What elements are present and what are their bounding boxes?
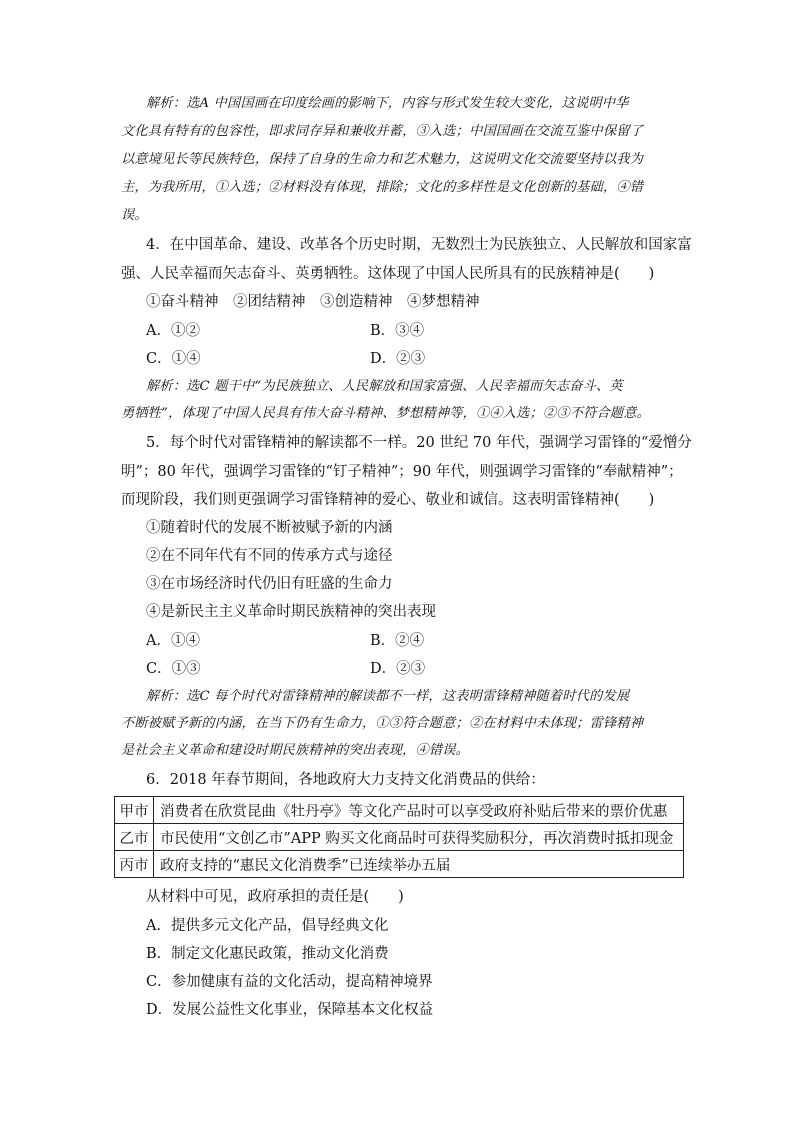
- analysis-3-line-3: 以意境见长等民族特色，保持了自身的生命力和艺术魅力，这说明文化交流要坚持以我为: [121, 152, 644, 167]
- question-4-option-d[interactable]: D．②③: [370, 351, 426, 367]
- question-5-item-4: ④是新民主主义革命时期民族精神的突出表现: [146, 604, 436, 620]
- analysis-3-line-5: 误。: [121, 208, 148, 223]
- question-6-prompt: 从材料中可见，政府承担的责任是( ): [146, 889, 404, 905]
- question-4-stem-line-2: 强、人民幸福而矢志奋斗、英勇牺牲。这体现了中国人民所具有的民族精神是( ): [121, 266, 655, 282]
- question-6-option-c[interactable]: C．参加健康有益的文化活动，提高精神境界: [146, 974, 433, 990]
- table-cell-text: 消费者在欣赏昆曲《牡丹亭》等文化产品时可以享受政府补贴后带来的票价优惠: [154, 797, 684, 824]
- question-5-item-3: ③在市场经济时代仍旧有旺盛的生命力: [146, 576, 393, 592]
- material-table: [114, 796, 684, 878]
- analysis-4-line-2: 勇牺牲”，体现了中国人民具有伟大奋斗精神、梦想精神等，①④入选；②③不符合题意。: [121, 406, 651, 421]
- analysis-3-line-4: 主，为我所用，①入选；②材料没有体现，排除；文化的多样性是文化创新的基础，④错: [121, 180, 644, 195]
- analysis-3-line-1: 解析：选A 中国国画在印度绘画的影响下，内容与形式发生较大变化，这说明中华: [146, 96, 629, 111]
- question-5-option-c[interactable]: C．①③: [146, 661, 201, 677]
- question-4-option-b[interactable]: B．③④: [370, 323, 425, 339]
- question-4-option-a[interactable]: A．①②: [146, 323, 200, 339]
- analysis-5-line-1: 解析：选C 每个时代对雷锋精神的解读都不一样，这表明雷锋精神随着时代的发展: [146, 689, 630, 704]
- question-6-option-a[interactable]: A．提供多元文化产品，倡导经典文化: [146, 918, 389, 934]
- question-6-option-b[interactable]: B．制定文化惠民政策，推动文化消费: [146, 946, 389, 962]
- question-5-item-2: ②在不同年代有不同的传承方式与途径: [146, 548, 393, 564]
- table-row: [115, 797, 684, 824]
- question-5-stem-line-3: 而现阶段，我们则更强调学习雷锋精神的爱心、敬业和诚信。这表明雷锋精神( ): [121, 492, 655, 508]
- question-4-stem-line-1: 4．在中国革命、建设、改革各个历史时期，无数烈士为民族独立、人民解放和国家富: [146, 237, 692, 253]
- question-4-items: ①奋斗精神 ②团结精神 ③创造精神 ④梦想精神: [146, 294, 480, 310]
- question-6-stem: 6．2018 年春节期间，各地政府大力支持文化消费品的供给：: [146, 772, 545, 788]
- analysis-5-line-2: 不断被赋予新的内涵，在当下仍有生命力，①③符合题意；②在材料中未体现；雷锋精神: [121, 716, 644, 731]
- table-row: [115, 824, 684, 851]
- question-5-option-a[interactable]: A．①④: [146, 633, 200, 649]
- table-cell-city: 甲市: [115, 797, 154, 824]
- question-5-stem-line-1: 5．每个时代对雷锋精神的解读都不一样。20 世纪 70 年代，强调学习雷锋的“爱憎分: [146, 435, 692, 451]
- table-cell-city: 丙市: [115, 851, 154, 878]
- analysis-5-line-3: 是社会主义革命和建设时期民族精神的突出表现，④错误。: [121, 743, 470, 758]
- table-cell-text: 政府支持的“惠民文化消费季”已连续举办五届: [154, 851, 684, 878]
- question-5-option-b[interactable]: B．②④: [370, 633, 425, 649]
- question-4-option-c[interactable]: C．①④: [146, 351, 201, 367]
- table-cell-text: 市民使用“文创乙市”APP 购买文化商品时可获得奖励积分，再次消费时抵扣现金: [154, 824, 684, 851]
- analysis-4-line-1: 解析：选C 题干中“为民族独立、人民解放和国家富强、人民幸福而矢志奋斗、英: [146, 379, 623, 394]
- analysis-3-line-2: 文化具有特有的包容性，即求同存异和兼收并蓄，③入选；中国国画在交流互鉴中保留了: [121, 124, 644, 139]
- table-cell-city: 乙市: [115, 824, 154, 851]
- question-5-stem-line-2: 明”；80 年代，强调学习雷锋的“钉子精神”；90 年代，则强调学习雷锋的“奉献精神”；: [121, 464, 683, 480]
- table-row: [115, 851, 684, 878]
- question-5-item-1: ①随着时代的发展不断被赋予新的内涵: [146, 520, 393, 536]
- question-6-option-d[interactable]: D．发展公益性文化事业，保障基本文化权益: [146, 1002, 434, 1018]
- question-5-option-d[interactable]: D．②③: [370, 661, 426, 677]
